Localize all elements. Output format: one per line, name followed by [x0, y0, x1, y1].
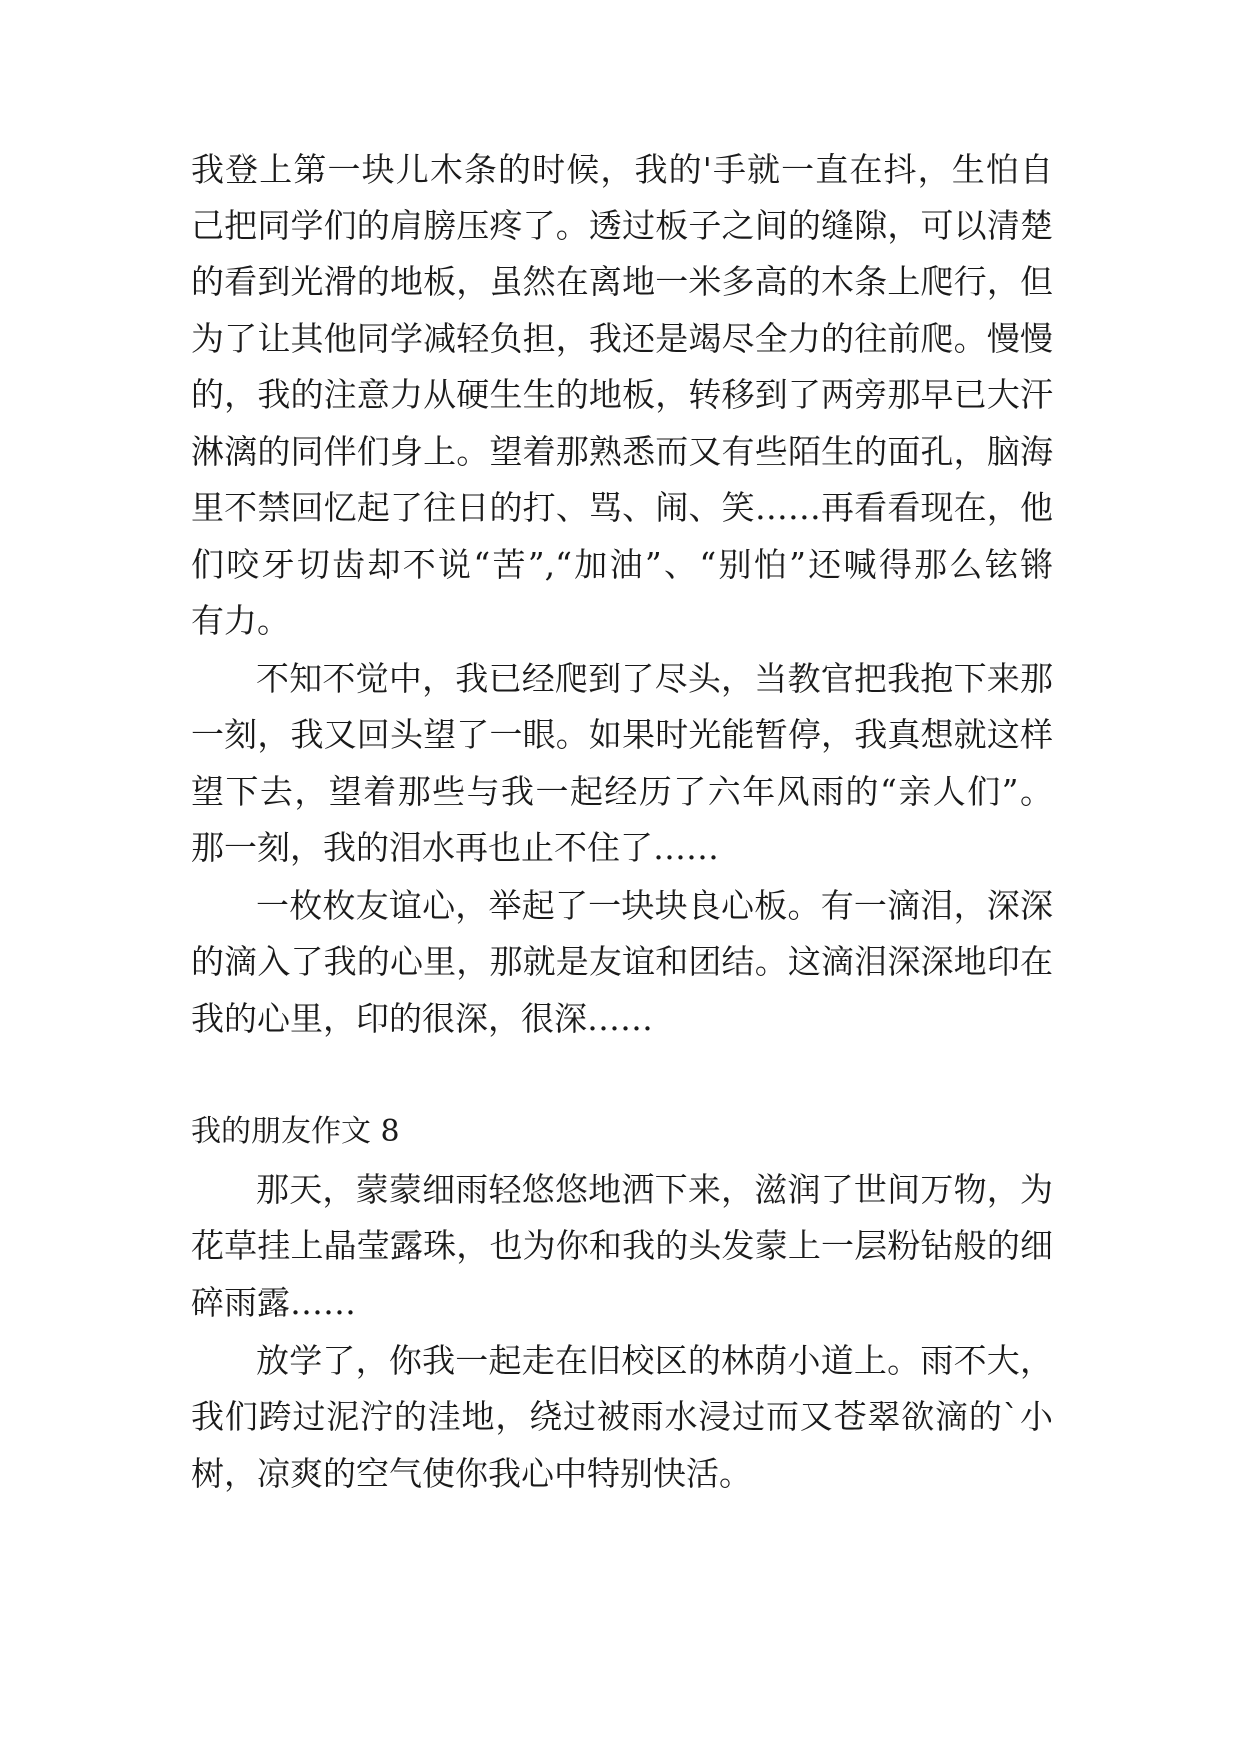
text-line: 树，凉爽的空气使你我心中特别快活。 — [191, 1454, 752, 1493]
text-line: 为了让其他同学减轻负担，我还是竭尽全力的往前爬。慢慢 — [191, 319, 1053, 358]
text-line: 我的心里，印的很深，很深…… — [191, 999, 653, 1038]
text-line: 望下去，望着那些与我一起经历了六年风雨的“亲人们”。 — [191, 772, 1053, 811]
text-line: 花草挂上晶莹露珠，也为你和我的头发蒙上一层粉钻般的细 — [191, 1226, 1053, 1265]
text-line: 的，我的注意力从硬生生的地板，转移到了两旁那早已大汗 — [191, 375, 1053, 414]
text-line: 我们跨过泥泞的洼地，绕过被雨水浸过而又苍翠欲滴的`小 — [191, 1397, 1053, 1436]
text-line: 己把同学们的肩膀压疼了。透过板子之间的缝隙，可以清楚 — [191, 206, 1053, 245]
paragraph-first-line: 放学了，你我一起走在旧校区的林荫小道上。雨不大， — [256, 1341, 1053, 1380]
text-line: 碎雨露…… — [191, 1283, 356, 1322]
text-line: 里不禁回忆起了往日的打、骂、闹、笑……再看看现在，他 — [191, 488, 1053, 527]
text-line: 们咬牙切齿却不说“苦”,“加油”、“别怕”还喊得那么铉锵 — [191, 545, 1053, 584]
text-line: 我登上第一块儿木条的时候，我的'手就一直在抖，生怕自 — [191, 150, 1053, 189]
text-line: 有力。 — [191, 601, 290, 640]
text-line: 的滴入了我的心里，那就是友谊和团结。这滴泪深深地印在 — [191, 942, 1053, 981]
text-line: 一刻，我又回头望了一眼。如果时光能暂停，我真想就这样 — [191, 715, 1053, 754]
paragraph-first-line: 一枚枚友谊心，举起了一块块良心板。有一滴泪，深深 — [256, 886, 1053, 925]
paragraph-first-line: 那天，蒙蒙细雨轻悠悠地洒下来，滋润了世间万物，为 — [256, 1170, 1053, 1209]
text-line: 那一刻，我的泪水再也止不住了…… — [191, 828, 719, 867]
paragraph-first-line: 不知不觉中，我已经爬到了尽头，当教官把我抱下来那 — [256, 659, 1053, 698]
text-line: 的看到光滑的地板，虽然在离地一米多高的木条上爬行，但 — [191, 262, 1053, 301]
text-line: 淋漓的同伴们身上。望着那熟悉而又有些陌生的面孔，脑海 — [191, 432, 1053, 471]
section-heading: 我的朋友作文 8 — [191, 1114, 400, 1149]
